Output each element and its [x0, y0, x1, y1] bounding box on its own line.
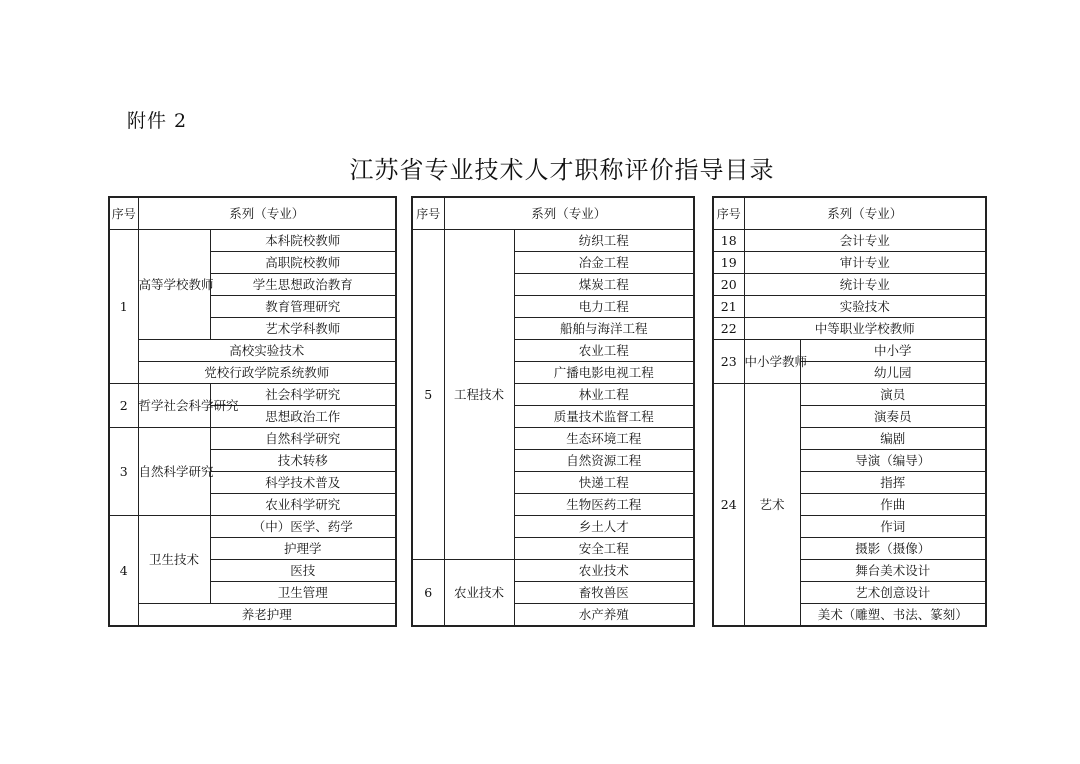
category-item: 养老护理	[138, 604, 396, 627]
category-item: 统计专业	[744, 274, 986, 296]
category-item: 本科院校教师	[210, 230, 396, 252]
row-number: 2	[109, 384, 138, 428]
page-title: 江苏省专业技术人才职称评价指导目录	[349, 156, 775, 184]
category-item: 社会科学研究	[210, 384, 396, 406]
category-item: 卫生管理	[210, 582, 396, 604]
category-item: 高校实验技术	[138, 340, 396, 362]
category-item: 作词	[800, 516, 986, 538]
category-label: 中小学教师	[744, 340, 800, 384]
category-item: 自然科学研究	[210, 428, 396, 450]
category-item: 编剧	[800, 428, 986, 450]
header-seq: 序号	[713, 197, 744, 230]
row-number: 20	[713, 274, 744, 296]
category-item: 思想政治工作	[210, 406, 396, 428]
category-item: 艺术创意设计	[800, 582, 986, 604]
category-item: 生物医药工程	[514, 494, 694, 516]
category-label: 卫生技术	[138, 516, 210, 604]
category-item: 指挥	[800, 472, 986, 494]
category-item: 畜牧兽医	[514, 582, 694, 604]
category-label: 自然科学研究	[138, 428, 210, 516]
category-item: 纺织工程	[514, 230, 694, 252]
category-item: 农业技术	[514, 560, 694, 582]
category-item: 乡土人才	[514, 516, 694, 538]
category-item: 党校行政学院系统教师	[138, 362, 396, 384]
category-item: 生态环境工程	[514, 428, 694, 450]
category-item: 中小学	[800, 340, 986, 362]
row-number: 6	[412, 560, 444, 627]
row-number: 4	[109, 516, 138, 627]
row-number: 1	[109, 230, 138, 384]
category-item: 质量技术监督工程	[514, 406, 694, 428]
category-item: 会计专业	[744, 230, 986, 252]
row-number: 18	[713, 230, 744, 252]
catalog-table-2	[411, 196, 695, 627]
category-item: 高职院校教师	[210, 252, 396, 274]
category-item: 演员	[800, 384, 986, 406]
category-item: 医技	[210, 560, 396, 582]
header-series: 系列（专业）	[744, 197, 986, 230]
row-number: 5	[412, 230, 444, 560]
category-item: 自然资源工程	[514, 450, 694, 472]
category-item: 农业科学研究	[210, 494, 396, 516]
category-item: 安全工程	[514, 538, 694, 560]
category-item: 护理学	[210, 538, 396, 560]
row-number: 3	[109, 428, 138, 516]
category-label: 农业技术	[444, 560, 514, 627]
category-item: 学生思想政治教育	[210, 274, 396, 296]
category-item: 冶金工程	[514, 252, 694, 274]
category-item: 幼儿园	[800, 362, 986, 384]
catalog-table-1	[108, 196, 397, 627]
catalog-table-3	[712, 196, 987, 627]
category-item: 中等职业学校教师	[744, 318, 986, 340]
category-item: 摄影（摄像）	[800, 538, 986, 560]
category-item: 农业工程	[514, 340, 694, 362]
row-number: 19	[713, 252, 744, 274]
category-label: 工程技术	[444, 230, 514, 560]
category-label: 哲学社会科学研究	[138, 384, 210, 428]
category-item: 作曲	[800, 494, 986, 516]
header-series: 系列（专业）	[444, 197, 694, 230]
category-item: 水产养殖	[514, 604, 694, 627]
row-number: 24	[713, 384, 744, 627]
category-item: 艺术学科教师	[210, 318, 396, 340]
row-number: 22	[713, 318, 744, 340]
category-item: 林业工程	[514, 384, 694, 406]
row-number: 21	[713, 296, 744, 318]
category-label: 高等学校教师	[138, 230, 210, 340]
category-item: 舞台美术设计	[800, 560, 986, 582]
category-item: 快递工程	[514, 472, 694, 494]
category-item: 广播电影电视工程	[514, 362, 694, 384]
category-item: 实验技术	[744, 296, 986, 318]
category-item: 导演（编导）	[800, 450, 986, 472]
header-seq: 序号	[412, 197, 444, 230]
attachment-label: 附件 2	[127, 110, 188, 132]
category-item: 美术（雕塑、书法、篆刻）	[800, 604, 986, 627]
category-item: 科学技术普及	[210, 472, 396, 494]
category-item: （中）医学、药学	[210, 516, 396, 538]
category-item: 电力工程	[514, 296, 694, 318]
category-item: 煤炭工程	[514, 274, 694, 296]
row-number: 23	[713, 340, 744, 384]
category-item: 教育管理研究	[210, 296, 396, 318]
category-item: 船舶与海洋工程	[514, 318, 694, 340]
header-seq: 序号	[109, 197, 138, 230]
category-item: 技术转移	[210, 450, 396, 472]
header-series: 系列（专业）	[138, 197, 396, 230]
category-label: 艺术	[744, 384, 800, 627]
category-item: 审计专业	[744, 252, 986, 274]
category-item: 演奏员	[800, 406, 986, 428]
